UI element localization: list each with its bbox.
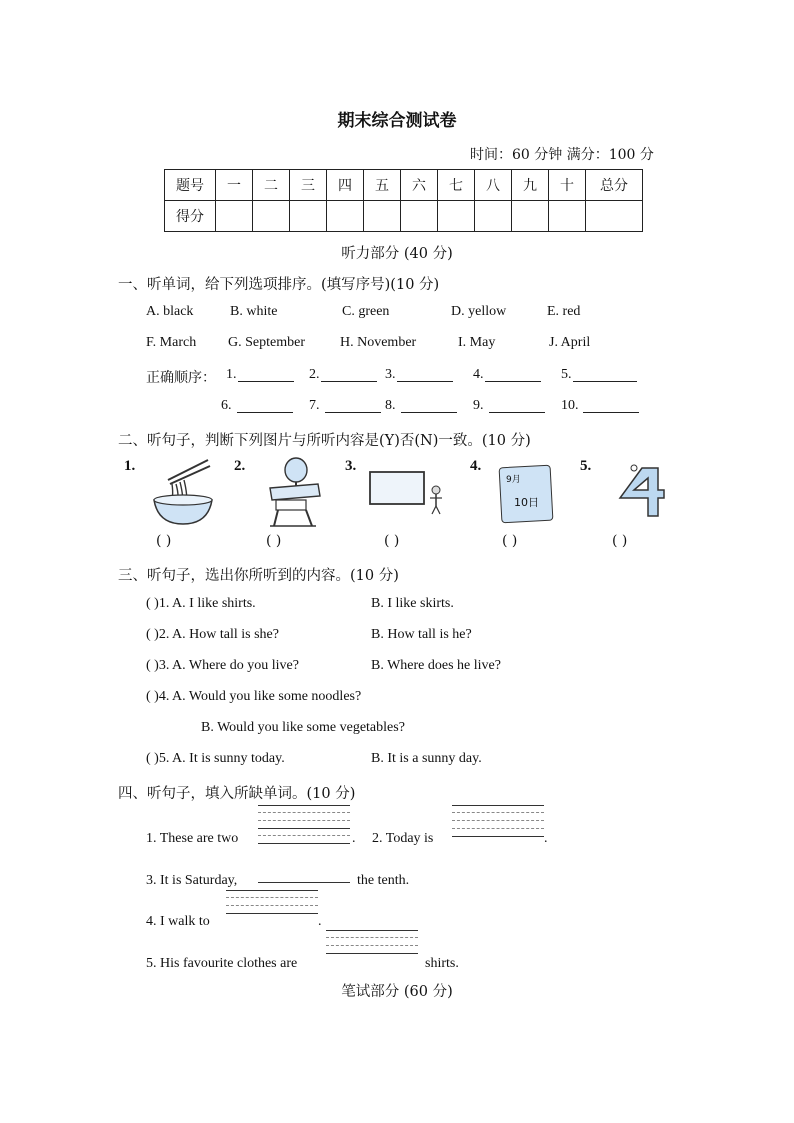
order-number: 6.: [221, 398, 232, 413]
order-number: 5.: [561, 367, 572, 382]
order-blank[interactable]: [573, 381, 637, 382]
fill-question-2-end: .: [544, 831, 548, 846]
fill-question-3-end: the tenth.: [357, 873, 410, 888]
score-cell[interactable]: [438, 201, 475, 232]
question-option-a[interactable]: ( )2. A. How tall is she?: [146, 627, 279, 642]
score-header-cell: 六: [401, 170, 438, 201]
question-option-b: B. I like skirts.: [371, 596, 454, 611]
picture-label-1: 1.: [124, 458, 136, 474]
order-blank[interactable]: [397, 381, 453, 382]
score-cell[interactable]: [586, 201, 643, 232]
section2-title: 二、听句子，判断下列图片与所听内容是(Y)否(N)一致。(10 分): [118, 433, 531, 449]
order-blank[interactable]: [401, 412, 457, 413]
written-header: 笔试部分 (60 分): [341, 984, 453, 1000]
question-option-b: B. How tall is he?: [371, 627, 472, 642]
answer-lines-3[interactable]: [258, 882, 350, 889]
option-item: E. red: [547, 304, 581, 319]
question-option-a[interactable]: ( )4. A. Would you like some noodles?: [146, 689, 362, 704]
question-option-a[interactable]: ( )5. A. It is sunny today.: [146, 751, 285, 766]
order-blank[interactable]: [325, 412, 381, 413]
section1-title: 一、听单词，给下列选项排序。(填写序号)(10 分): [118, 277, 440, 293]
calendar-icon: [496, 460, 558, 522]
question-option-a[interactable]: ( )1. A. I like shirts.: [146, 596, 256, 611]
answer-paren[interactable]: ( ): [266, 533, 282, 549]
option-item: I. May: [458, 335, 496, 350]
score-header-cell: 九: [512, 170, 549, 201]
score-cell[interactable]: [364, 201, 401, 232]
option-item: C. green: [342, 304, 390, 319]
score-header-cell: 二: [253, 170, 290, 201]
option-item: A. black: [146, 304, 194, 319]
score-header-cell: 十: [549, 170, 586, 201]
calendar-day: 10日: [514, 496, 539, 509]
question-option-a[interactable]: ( )3. A. Where do you live?: [146, 658, 299, 673]
question-option-b: B. It is a sunny day.: [371, 751, 482, 766]
option-item: D. yellow: [451, 304, 507, 319]
order-number: 4.: [473, 367, 484, 382]
noodle-bowl-icon: [150, 458, 216, 528]
answer-lines-1[interactable]: [258, 805, 350, 850]
fill-question-1: 1. These are two: [146, 831, 239, 846]
fill-question-4: 4. I walk to: [146, 914, 210, 929]
score-cell[interactable]: [253, 201, 290, 232]
page-title: 期末综合测试卷: [337, 111, 457, 131]
order-label: 正确顺序：: [146, 371, 216, 386]
order-number: 3.: [385, 367, 396, 382]
score-header-cell: 七: [438, 170, 475, 201]
option-item: G. September: [228, 335, 305, 350]
score-header-cell: 一: [216, 170, 253, 201]
answer-paren[interactable]: ( ): [612, 533, 628, 549]
picture-label-3: 3.: [345, 458, 357, 474]
picture-label-4: 4.: [470, 458, 482, 474]
fill-question-3: 3. It is Saturday,: [146, 873, 238, 888]
order-blank[interactable]: [237, 412, 293, 413]
fill-question-4-end: .: [318, 914, 322, 929]
score-cell[interactable]: [475, 201, 512, 232]
score-cell[interactable]: [216, 201, 253, 232]
order-blank[interactable]: [238, 381, 294, 382]
fill-question-2: 2. Today is: [372, 831, 434, 846]
calendar-month: 9月: [506, 475, 521, 485]
fill-question-5: 5. His favourite clothes are: [146, 956, 298, 971]
score-header-cell: 五: [364, 170, 401, 201]
option-item: B. white: [230, 304, 278, 319]
answer-lines-2[interactable]: [452, 805, 544, 843]
time-info: 时间：60 分钟 满分：100 分: [470, 147, 654, 163]
order-number: 8.: [385, 398, 396, 413]
score-header-cell: 总分: [586, 170, 643, 201]
order-blank[interactable]: [485, 381, 541, 382]
answer-paren[interactable]: ( ): [156, 533, 172, 549]
answer-paren[interactable]: ( ): [502, 533, 518, 549]
score-cell[interactable]: [549, 201, 586, 232]
order-number: 7.: [309, 398, 320, 413]
score-cell[interactable]: [512, 201, 549, 232]
option-item: F. March: [146, 335, 197, 350]
score-header-cell: 四: [327, 170, 364, 201]
number-four-icon: [612, 460, 668, 522]
order-number: 10.: [561, 398, 579, 413]
fill-question-1-end: .: [352, 831, 356, 846]
score-cell[interactable]: [401, 201, 438, 232]
question-option-b: B. Would you like some vegetables?: [201, 720, 405, 735]
order-number: 1.: [226, 367, 237, 382]
score-cell[interactable]: [327, 201, 364, 232]
score-row-label: 得分: [165, 201, 216, 232]
blackboard-icon: [368, 470, 452, 518]
score-header-cell: 八: [475, 170, 512, 201]
order-blank[interactable]: [583, 412, 639, 413]
section4-title: 四、听句子，填入所缺单词。(10 分): [118, 786, 356, 802]
answer-lines-4[interactable]: [226, 890, 318, 920]
order-number: 2.: [309, 367, 320, 382]
picture-label-5: 5.: [580, 458, 592, 474]
fill-question-5-end: shirts.: [425, 956, 459, 971]
answer-paren[interactable]: ( ): [384, 533, 400, 549]
listening-header: 听力部分 (40 分): [341, 246, 453, 262]
option-item: H. November: [340, 335, 417, 350]
question-option-b: B. Where does he live?: [371, 658, 501, 673]
score-header-cell: 题号: [165, 170, 216, 201]
option-item: J. April: [549, 335, 591, 350]
picture-label-2: 2.: [234, 458, 246, 474]
order-blank[interactable]: [321, 381, 377, 382]
score-table-header-row: [165, 170, 643, 201]
answer-lines-5[interactable]: [326, 930, 418, 960]
order-number: 9.: [473, 398, 484, 413]
order-blank[interactable]: [489, 412, 545, 413]
section3-title: 三、听句子，选出你所听到的内容。(10 分): [118, 568, 399, 584]
score-header-cell: 三: [290, 170, 327, 201]
score-table: [164, 169, 643, 232]
score-table-score-row: [165, 201, 643, 232]
desk-icon: [262, 456, 326, 530]
score-cell[interactable]: [290, 201, 327, 232]
